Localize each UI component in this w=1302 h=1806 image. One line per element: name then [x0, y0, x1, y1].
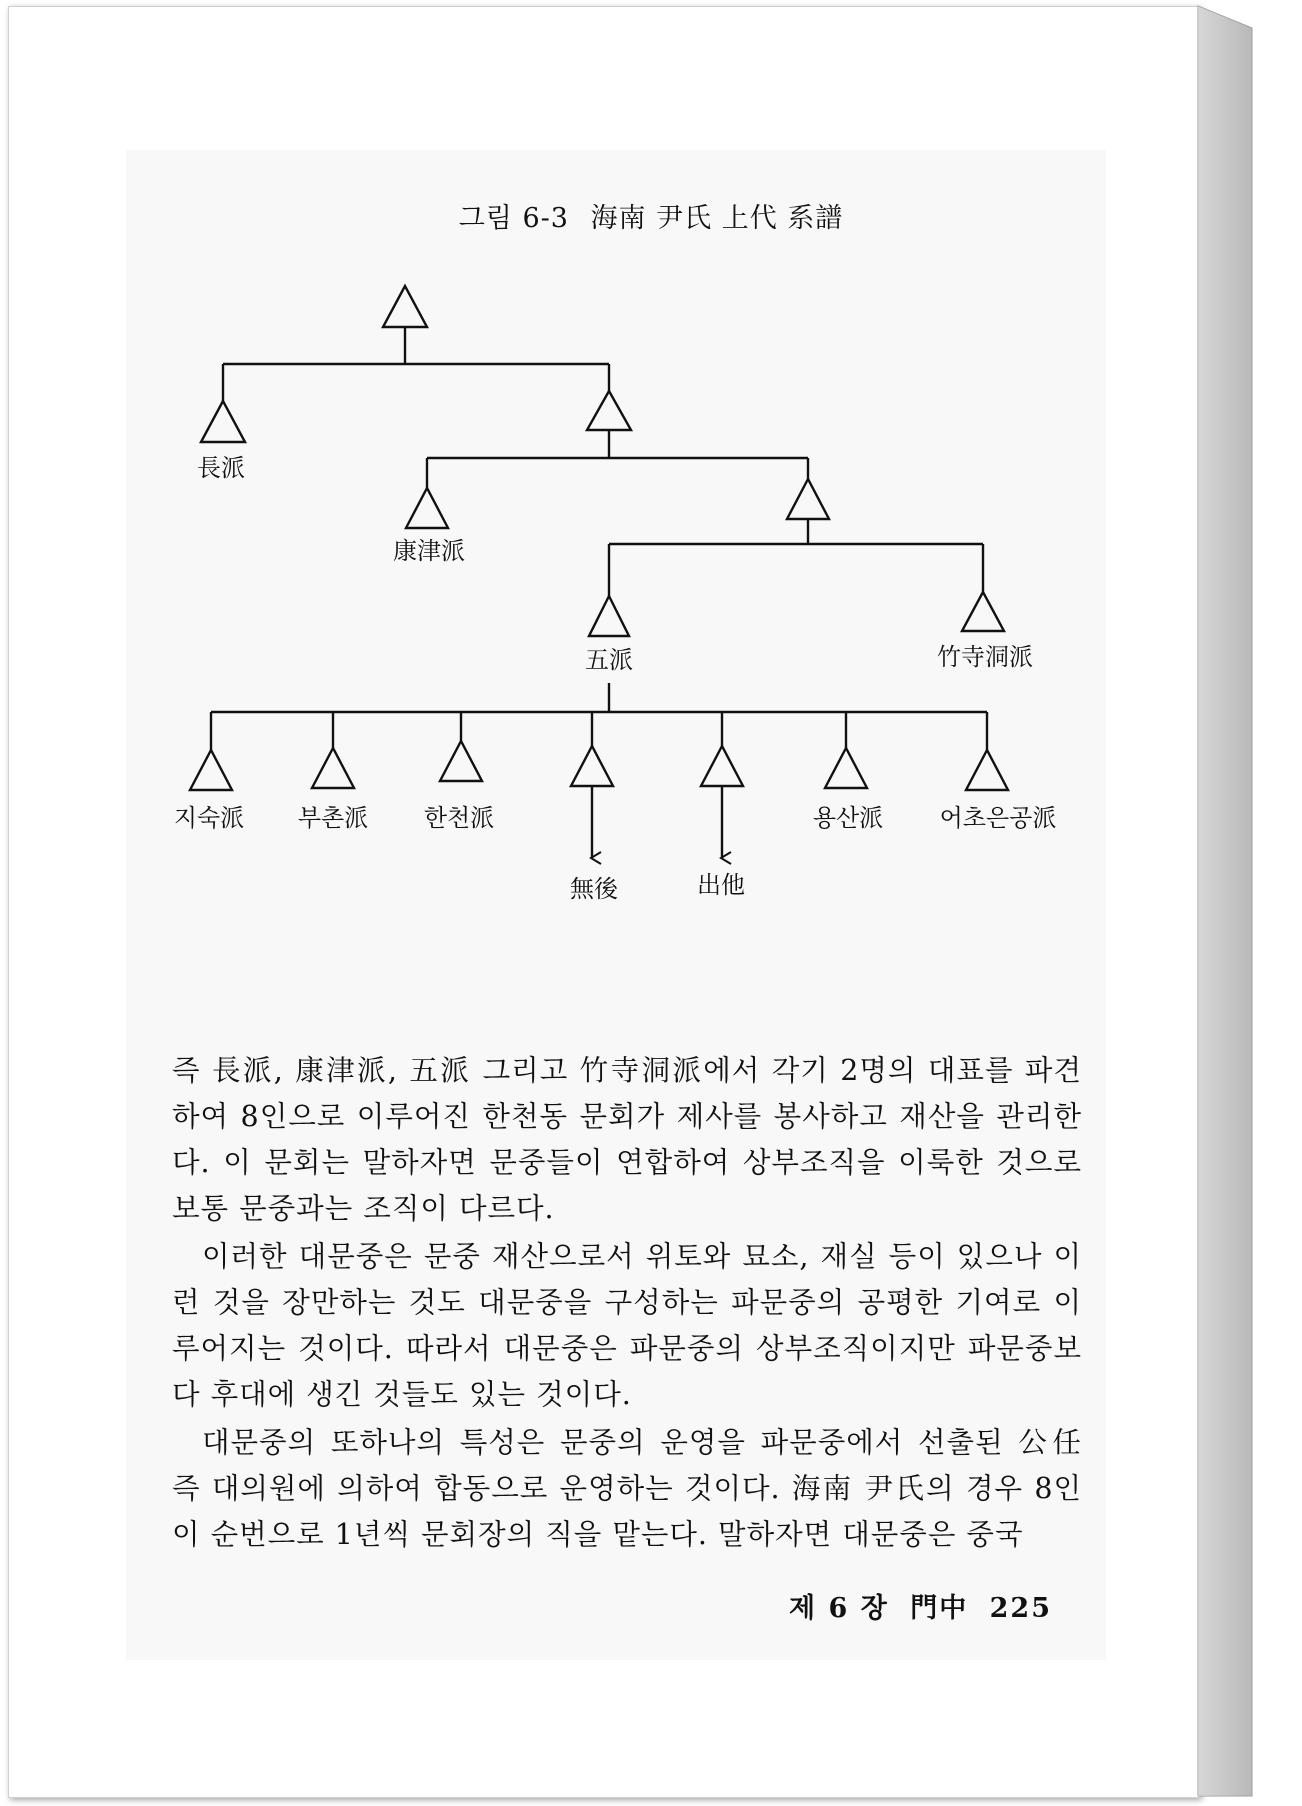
paragraph-3: 대문중의 또하나의 특성은 문중의 운영을 파문중에서 선출된 公任 즉 대의원에 의하여 합동으로 운영하는 것이다. 海南 尹氏의 경우 8인이 순번으로 1년씩 문회장의 직을 맡는다. 말하자면 대문중은 중국	[172, 1426, 1082, 1551]
buchonpa-node-triangle	[312, 748, 354, 788]
footer-chapter-title: 門中	[910, 1593, 969, 1624]
label-muhu: 無後	[570, 875, 618, 903]
label-jangpa: 長派	[197, 454, 245, 482]
jukcheodongpa-node-triangle	[962, 592, 1004, 631]
gen2-node-triangle	[587, 391, 631, 430]
label-jukcheodongpa: 竹寺洞派	[937, 643, 1033, 671]
muhu-node-triangle	[571, 746, 613, 786]
figure-caption-label: 그림 6-3	[458, 203, 569, 234]
eochoeungongpa-node-triangle	[966, 750, 1008, 790]
paragraph-1: 즉 長派, 康津派, 五派 그리고 竹寺洞派에서 각기 2명의 대표를 파견하여 8인으로 이루어진 한천동 문회가 제사를 봉사하고 재산을 관리한다. 이 문회는 말하자면 문중들이 연합하여 상부조직을 이룩한 것으로 보통 문중과는 조직이 다르다.	[172, 1054, 1082, 1225]
body-text	[172, 1048, 1082, 1558]
paragraph-2: 이러한 대문중은 문중 재산으로서 위토와 묘소, 재실 등이 있으나 이런 것을 장만하는 것도 대문중을 구성하는 파문중의 공평한 기여로 이루어지는 것이다. 따라서 대문중은 파문중의 상부조직이지만 파문중보다 후대에 생긴 것들도 있는 것이다.	[172, 1240, 1082, 1411]
page-number: 225	[989, 1593, 1052, 1624]
yongsanpa-node-triangle	[825, 748, 867, 788]
label-eochoeungongpa: 어초은공派	[939, 804, 1057, 832]
page-footer	[779, 1586, 1052, 1625]
hancheonpa-node-triangle	[440, 741, 482, 781]
label-jisukpa: 지숙派	[173, 804, 245, 832]
chulta-node-triangle	[701, 746, 743, 786]
label-chulta: 出他	[697, 871, 745, 899]
gangjinpa-node-triangle	[406, 488, 448, 528]
jangpa-node-triangle	[201, 401, 245, 442]
figure-caption-title: 海南 尹氏 上代 系譜	[590, 203, 844, 234]
jisukpa-node-triangle	[190, 750, 232, 790]
gen3-node-triangle	[787, 479, 829, 519]
opa-node-triangle	[589, 596, 629, 636]
root-node-triangle	[383, 286, 427, 327]
label-yongsanpa: 용산派	[812, 804, 884, 832]
label-hancheonpa: 한천派	[423, 804, 495, 832]
footer-chapter: 제 6 장	[789, 1593, 889, 1624]
label-buchonpa: 부촌派	[297, 804, 369, 832]
label-gangjinpa: 康津派	[393, 537, 465, 565]
label-opa: 五派	[585, 646, 633, 674]
